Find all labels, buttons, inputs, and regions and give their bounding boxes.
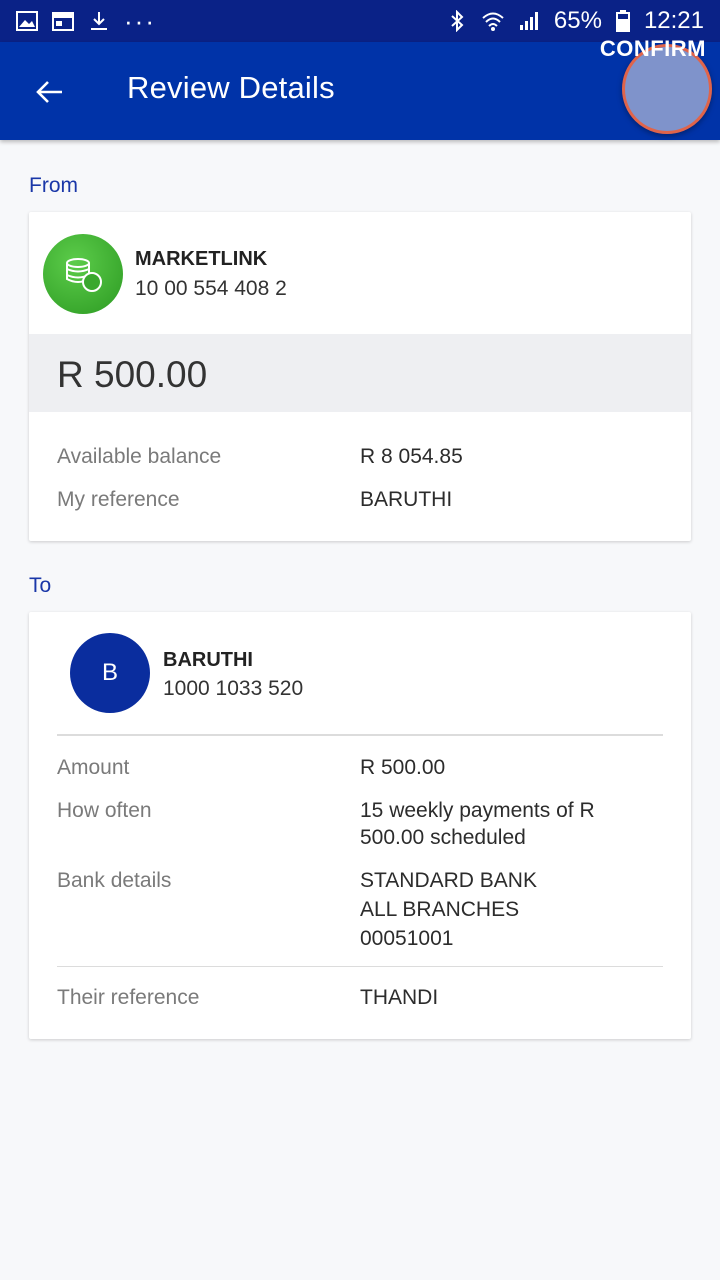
coins-icon [60, 251, 106, 297]
back-button[interactable] [26, 68, 74, 116]
reference-divider [57, 966, 663, 967]
gallery-icon [16, 10, 38, 32]
confirm-button[interactable]: CONFIRM [599, 36, 706, 61]
how-often-value: 15 weekly payments of R 500.00 scheduled [360, 799, 595, 849]
from-account-avatar [43, 234, 123, 314]
download-icon [88, 10, 110, 32]
available-balance-value: R 8 054.85 [360, 445, 463, 468]
bank-details-label: Bank details [57, 869, 172, 892]
amount-value: R 500.00 [360, 756, 446, 779]
bank-branch: ALL BRANCHES [360, 898, 520, 921]
battery-icon [616, 10, 630, 32]
bank-details-value [360, 867, 660, 952]
arrow-back-icon [34, 76, 66, 108]
calendar-icon [52, 10, 74, 32]
my-reference-value: BARUTHI [360, 488, 453, 511]
status-bar-right [446, 7, 704, 35]
wifi-icon [482, 10, 504, 32]
from-card [29, 212, 691, 541]
bluetooth-icon [446, 10, 468, 32]
clock: 12:21 [643, 7, 704, 34]
amount-band [29, 334, 691, 412]
how-often-label: How often [57, 799, 152, 822]
from-account-name: MARKETLINK [135, 248, 268, 270]
transfer-amount: R 500.00 [57, 354, 208, 395]
page-title: Review Details [127, 70, 335, 105]
to-card [29, 612, 691, 1039]
recipient-avatar [70, 633, 150, 713]
their-reference-value: THANDI [360, 986, 439, 1009]
from-account-number: 10 00 554 408 2 [135, 277, 287, 300]
amount-label: Amount [57, 756, 130, 779]
battery-percent: 65% [553, 7, 602, 34]
recipient-divider [57, 734, 663, 736]
recipient-avatar-letter: B [101, 659, 118, 686]
available-balance-label: Available balance [57, 445, 222, 468]
recipient-name: BARUTHI [163, 649, 253, 671]
bank-branch-code: 00051001 [360, 927, 454, 950]
to-section-label: To [29, 574, 52, 597]
their-reference-label: Their reference [57, 986, 200, 1009]
signal-icon [518, 10, 540, 32]
more-notifications-icon: ··· [124, 5, 156, 36]
my-reference-label: My reference [57, 488, 180, 511]
status-bar-left [16, 6, 156, 37]
bank-name: STANDARD BANK [360, 869, 537, 892]
from-section-label: From [29, 174, 78, 197]
recipient-account-number: 1000 1033 520 [163, 677, 304, 700]
